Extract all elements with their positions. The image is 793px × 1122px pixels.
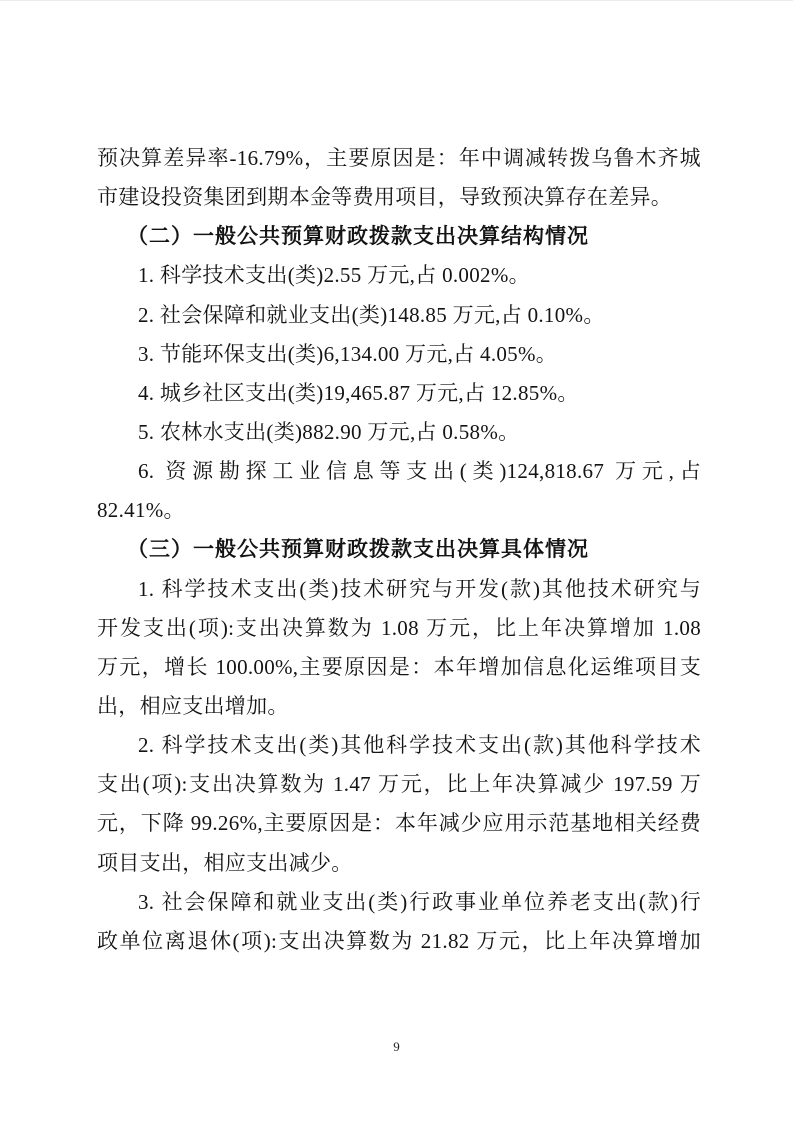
text-line: 82.41%。 xyxy=(97,498,185,523)
text-block xyxy=(97,139,701,961)
text-line: 5. 农林水支出(类)882.90 万元,占 0.58%。 xyxy=(138,419,520,444)
text-line: 1. 科学技术支出(类)技术研究与开发(款)其他技术研究与 xyxy=(138,576,701,601)
text-line: 3. 节能环保支出(类)6,134.00 万元,占 4.05%。 xyxy=(138,341,558,366)
text-line: 市建设投资集团到期本金等费用项目，导致预决算存在差异。 xyxy=(97,185,673,210)
text-line: 开发支出(项):支出决算数为 1.08 万元，比上年决算增加 1.08 xyxy=(97,615,701,640)
text-line: 1. 科学技术支出(类)2.55 万元,占 0.002%。 xyxy=(138,263,530,288)
section-heading: （二）一般公共预算财政拨款支出决算结构情况 xyxy=(127,224,589,249)
page-number: 9 xyxy=(393,1039,400,1054)
text-line: 6. 资源勘探工业信息等支出(类)124,818.67 万元,占 xyxy=(138,459,701,484)
text-line: 4. 城乡社区支出(类)19,465.87 万元,占 12.85%。 xyxy=(138,380,579,405)
text-line: 预决算差异率-16.79%，主要原因是：年中调减转拨乌鲁木齐城 xyxy=(97,146,701,170)
section-heading: （三）一般公共预算财政拨款支出决算具体情况 xyxy=(127,537,589,562)
text-line: 2. 社会保障和就业支出(类)148.85 万元,占 0.10%。 xyxy=(138,302,605,327)
text-line: 万元，增长 100.00%,主要原因是：本年增加信息化运维项目支 xyxy=(97,654,701,679)
page-footer xyxy=(0,1037,793,1057)
text-line: 2. 科学技术支出(类)其他科学技术支出(款)其他科学技术 xyxy=(138,733,701,758)
text-line: 政单位离退休(项):支出决算数为 21.82 万元，比上年决算增加 xyxy=(97,928,701,953)
text-line: 支出(项):支出决算数为 1.47 万元，比上年决算减少 197.59 万 xyxy=(97,772,701,797)
text-line: 元，下降 99.26%,主要原因是：本年减少应用示范基地相关经费 xyxy=(97,811,701,836)
text-line: 项目支出，相应支出减少。 xyxy=(97,850,353,875)
text-line: 3. 社会保障和就业支出(类)行政事业单位养老支出(款)行 xyxy=(138,889,701,914)
page-top-edge xyxy=(0,0,793,1)
text-line: 出，相应支出增加。 xyxy=(97,693,289,718)
